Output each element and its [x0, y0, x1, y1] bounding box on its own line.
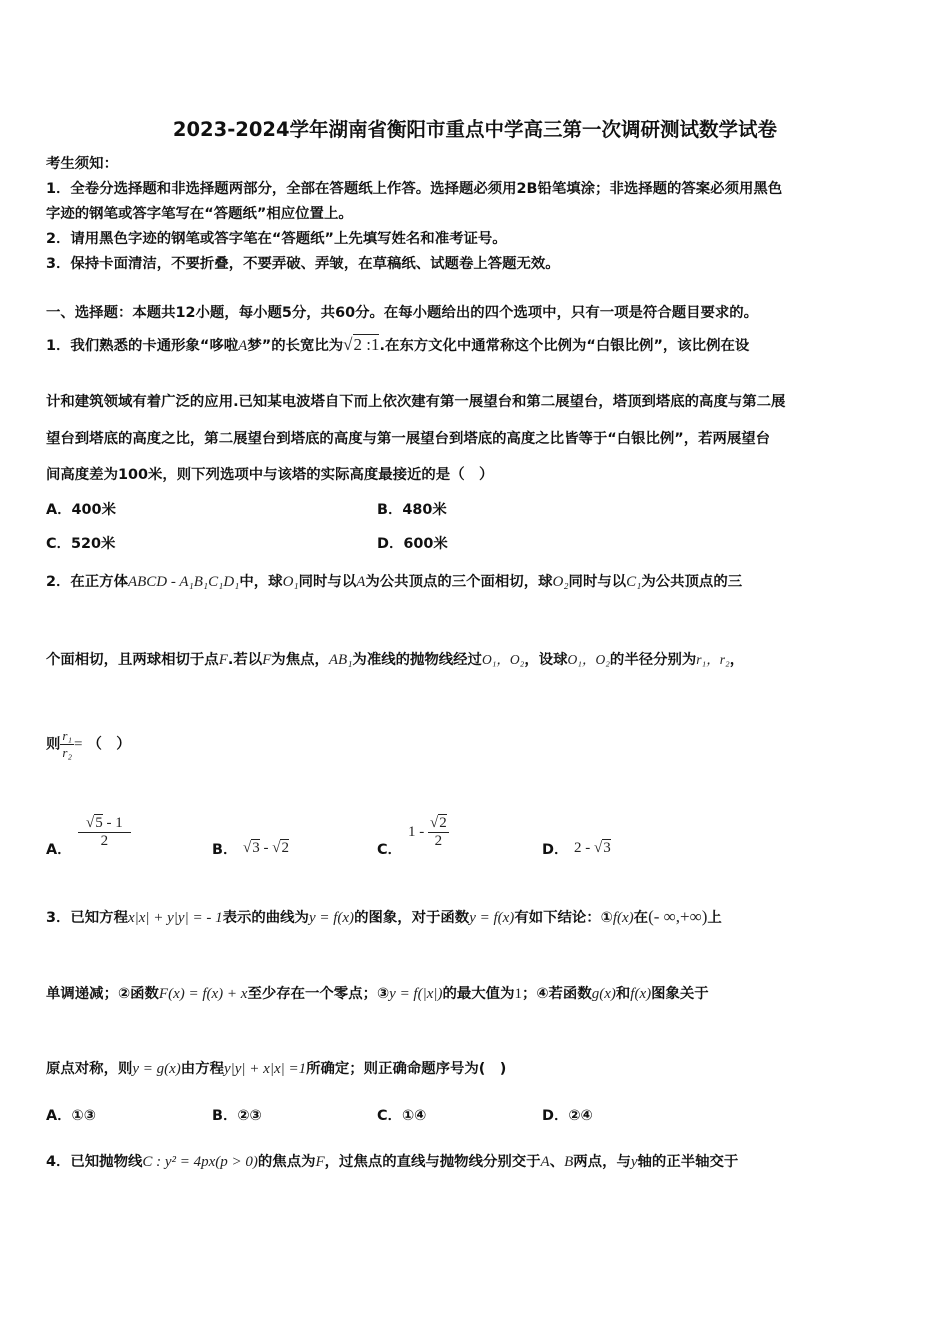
- q2-option-b-label: B．: [212, 842, 238, 858]
- q2-option-b-mid: -: [259, 840, 273, 856]
- q3-l2-c: 的最大值为: [442, 986, 515, 1002]
- q4-parabola: C : y² = 4px(p > 0): [142, 1154, 258, 1170]
- q3-text-f: 上: [707, 910, 722, 926]
- q3-option-d: D．②④: [542, 1108, 593, 1124]
- question-1-line-4: 间高度差为100米，则下列选项中与该塔的实际高度最接近的是（ ）: [46, 467, 494, 483]
- notice-line-4: 3．保持卡面清洁，不要折叠，不要弄破、弄皱，在草稿纸、试题卷上答题无效。: [46, 256, 560, 272]
- q3-ygx: y = g(x): [132, 1061, 181, 1077]
- notice-line-1: 1．全卷分选择题和非选择题两部分，全部在答题纸上作答。选择题必须用2B铅笔填涂；非选择题的答案必须用黑色: [46, 181, 783, 197]
- q3-l3-b: 由方程: [180, 1061, 224, 1077]
- question-1-line-2: 计和建筑领域有着广泛的应用.已知某电波塔自下而上依次建有第一展望台和第二展望台，塔顶到塔底的高度与第二展: [46, 394, 786, 410]
- q3-l2-a: 单调递减；②函数: [46, 986, 159, 1002]
- q2-option-b: √3 - √2: [243, 840, 289, 856]
- q3-interval: (- ∞,+∞): [648, 907, 708, 926]
- q2-text-d: 为公共顶点的三个面相切，球: [365, 574, 553, 590]
- q4-text-c: ，过焦点的直线与抛物线分别交于: [324, 1154, 541, 1170]
- q1-option-d: D．600米: [377, 536, 448, 552]
- q1-text-c: .在东方文化中通常称这个比例为“白银比例”，该比例在设: [379, 338, 750, 354]
- q2-option-b-r1: 3: [252, 840, 260, 856]
- q1-ratio: √2 :1: [343, 335, 380, 354]
- q2-text-e: 同时与以: [568, 574, 627, 590]
- q2-f-2: F: [262, 652, 272, 668]
- question-1-line-3: 望台到塔底的高度之比，第二展望台到塔底的高度与第一展望台到塔底的高度之比皆等于“白银比例”，若两展望台: [46, 431, 771, 447]
- q2-ab1: AB₁: [328, 652, 353, 668]
- q2-a: A: [356, 574, 366, 590]
- q2-option-d: 2 - √3: [574, 840, 611, 856]
- q4-text-b: 的焦点为: [257, 1154, 316, 1170]
- q3-text-e: 在: [633, 910, 649, 926]
- q2-eq: =: [74, 736, 83, 753]
- q1-text-a: 1．我们熟悉的卡通形象“哆啦: [46, 338, 239, 354]
- q2-l2-g: ，: [729, 652, 745, 668]
- q2-option-a: [78, 815, 131, 850]
- q2-option-a-rad: 5: [95, 815, 103, 831]
- q4-text-d: 两点，与: [573, 1154, 631, 1170]
- q3-l3-c: 所确定；则正确命题序号为( ): [306, 1061, 507, 1077]
- q1-option-b: B．480米: [377, 502, 447, 518]
- q3-one: 1: [514, 986, 522, 1002]
- q2-o2: O₂: [552, 574, 569, 590]
- q3-yfx-1: y = f(x): [308, 910, 355, 926]
- q2-text-b: 中，球: [239, 574, 283, 590]
- page-title: 2023-2024学年湖南省衡阳市重点中学高三第一次调研测试数学试卷: [172, 118, 778, 141]
- q4-sep: 、: [549, 1154, 565, 1170]
- q2-f-1: F: [218, 652, 228, 668]
- q3-option-b: B．②③: [212, 1108, 262, 1124]
- q4-f: F: [315, 1154, 325, 1170]
- question-3-line-2: [46, 982, 709, 1003]
- question-2-line-1: [46, 570, 742, 591]
- q1-math-a: A: [238, 338, 248, 354]
- q3-text-a: 3．已知方程: [46, 910, 128, 926]
- q3-fx: f(x): [612, 910, 634, 926]
- q3-l2-f: 图象关于: [651, 986, 709, 1002]
- q2-option-c: [408, 815, 449, 850]
- q2-option-a-fraction: $\frac{√5 - 1}{2}$: [78, 815, 131, 850]
- q3-text-c: 的图象，对于函数: [354, 910, 470, 926]
- q1-text-b: 梦”的长宽比为: [247, 338, 344, 354]
- q2-o1o2-1: O₁，O₂: [481, 652, 525, 667]
- q4-text-a: 4．已知抛物线: [46, 1154, 143, 1170]
- q2-text-f: 为公共顶点的三: [641, 574, 743, 590]
- question-1-line-1: [46, 334, 749, 355]
- q2-l2-d: 为准线的抛物线经过: [352, 652, 482, 668]
- q3-l2-b: 至少存在一个零点；③: [247, 986, 390, 1002]
- q2-option-a-rest: - 1: [102, 815, 123, 831]
- q3-text-d: 有如下结论：①: [514, 910, 613, 926]
- question-3-line-1: [46, 906, 722, 927]
- q2-option-c-rad: 2: [439, 815, 447, 831]
- q1-option-a: A．400米: [46, 502, 116, 518]
- q2-then: 则: [46, 736, 61, 753]
- q2-o1: O₁: [282, 574, 299, 590]
- q3-eq2: y|y| + x|x| =1: [223, 1061, 307, 1077]
- q3-yfx-2: y = f(x): [469, 910, 515, 926]
- section-heading: 一、选择题：本题共12小题，每小题5分，共60分。在每小题给出的四个选项中，只有一项是符合题目要求的。: [46, 305, 759, 321]
- q4-a: A: [540, 1154, 550, 1170]
- q3-eq1: x|x| + y|y| = - 1: [127, 910, 223, 926]
- q4-text-e: 轴的正半轴交于: [637, 1154, 739, 1170]
- q2-l2-b: .若以: [227, 652, 263, 668]
- q1-ratio-value: 2 :1: [353, 335, 380, 354]
- q3-text-b: 表示的曲线为: [222, 910, 309, 926]
- q2-option-a-den: 2: [100, 833, 109, 849]
- q3-gx: g(x): [591, 986, 616, 1002]
- q2-text-a: 2．在正方体: [46, 574, 128, 590]
- q2-ratio-fraction: [60, 728, 74, 761]
- q2-option-d-label: D．: [542, 842, 569, 858]
- q2-ratio-den: r₂: [62, 745, 72, 760]
- q2-option-d-rad: 3: [603, 840, 611, 856]
- q2-l2-a: 个面相切，且两球相切于点: [46, 652, 219, 668]
- q2-option-c-pre: 1 -: [408, 823, 428, 840]
- question-4-line-1: [46, 1150, 738, 1171]
- q2-l2-c: 为焦点，: [271, 652, 329, 668]
- q3-l2-d: ；④若函数: [521, 986, 592, 1002]
- question-2-line-2: [46, 648, 744, 669]
- q3-option-a: A．①③: [46, 1108, 96, 1124]
- q2-option-a-label: A．: [46, 842, 72, 858]
- q2-paren: （ ）: [87, 736, 131, 753]
- q2-cube: ABCD - A₁B₁C₁D₁: [127, 574, 240, 590]
- question-2-line-3: [46, 728, 131, 761]
- q2-r1r2: r₁，r₂: [696, 652, 730, 667]
- q3-option-c: C．①④: [377, 1108, 427, 1124]
- notice-line-3: 2．请用黑色字迹的钢笔或答字笔在“答题纸”上先填写姓名和准考证号。: [46, 231, 507, 247]
- q2-ratio-num: r₁: [62, 728, 72, 743]
- notice-heading: 考生须知：: [46, 156, 118, 172]
- q3-Fx: F(x) = f(x) + x: [158, 986, 248, 1002]
- notice-line-2: 字迹的钢笔或答字笔写在“答题纸”相应位置上。: [46, 206, 353, 222]
- q4-y: y: [630, 1154, 638, 1170]
- question-3-line-3: [46, 1057, 506, 1078]
- q2-c1: C₁: [626, 574, 642, 590]
- q3-l3-a: 原点对称，则: [46, 1061, 133, 1077]
- q2-option-c-fraction: $\frac{√2}{2}$: [430, 815, 447, 849]
- q2-option-c-label: C．: [377, 842, 402, 858]
- q2-option-b-r2: 2: [281, 840, 289, 856]
- q4-b: B: [564, 1154, 574, 1170]
- q3-yfabs: y = f(|x|): [389, 986, 443, 1002]
- q2-l2-f: 的半径分别为: [609, 652, 697, 668]
- q2-option-d-pre: 2 -: [574, 840, 594, 856]
- q3-l2-e: 和: [615, 986, 631, 1002]
- q2-text-c: 同时与以: [298, 574, 357, 590]
- q2-option-c-den: 2: [434, 833, 443, 849]
- q3-fx-2: f(x): [630, 986, 652, 1002]
- q1-option-c: C．520米: [46, 536, 116, 552]
- q2-o1o2-2: O₁，O₂: [567, 652, 610, 667]
- q2-l2-e: ，设球: [524, 652, 568, 668]
